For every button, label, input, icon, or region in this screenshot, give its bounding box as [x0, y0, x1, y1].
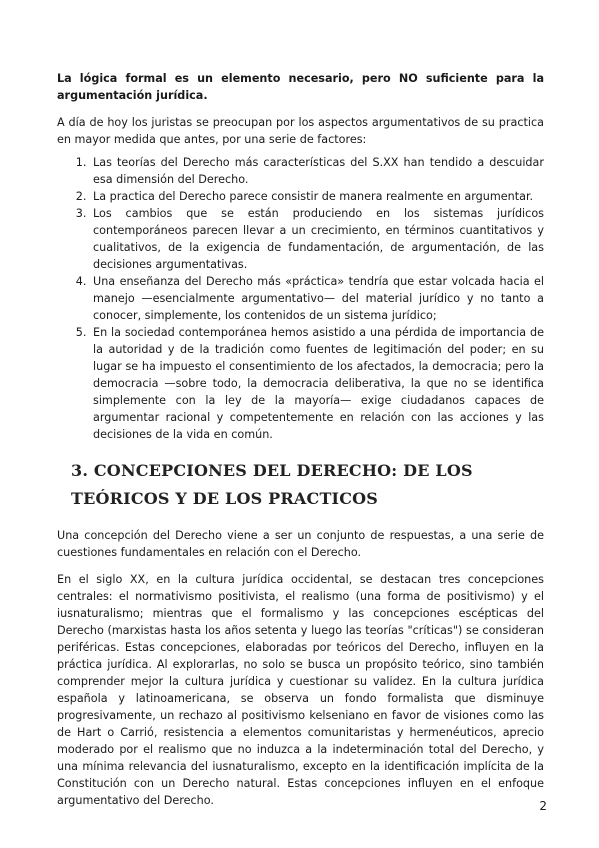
definition-paragraph: Una concepción del Derecho viene a ser un conjunto de respuestas, a una serie de cuestiones fundamentales en relación con el Derecho. [57, 529, 544, 559]
intro-paragraph: A día de hoy los juristas se preocupan por los aspectos argumentativos de su practica en mayor medida que antes, por una serie de factores: [57, 116, 544, 146]
page-number: 2 [539, 799, 547, 813]
list-item: 5. En la sociedad contemporánea hemos asistido a una pérdida de importancia de la autoridad y de la tradición como fuentes de legitimación del poder; en su lugar se ha impuesto el consentimiento de los afectados, la democracia; pero la democracia —sobre todo, la democracia deliberativa, la que no se identifica simplemente con la ley de la mayoría— exige ciudadanos capaces de argumentar racional y competentemente en relación con las acciones y las decisiones de la vida en común. [90, 324, 544, 443]
intro-bold-statement: La lógica formal es un elemento necesario, pero NO suficiente para la argumentación jurídica. [57, 72, 544, 102]
body-paragraph: En el siglo XX, en la cultura jurídica occidental, se destacan tres concepciones centrales: el normativismo positivista, el realismo (una forma de positivismo) y el iusnaturalismo; mientras que el formalismo y las concepciones escépticas del Derecho (marxistas hasta los años setenta y luego las teorías "críticas") se consideran periféricas. Estas concepciones, elaboradas por teóricos del Derecho, influyen en la práctica jurídica. Al explorarlas, no solo se busca un propósito teórico, sino también comprender mejor la cultura jurídica y cuestionar su validez. En la cultura jurídica española y latinoamericana, se observa un fondo formalista que disminuye progresivamente, un rechazo al positivismo kelseniano en favor de visiones como las de Hart o Carrió, resistencia a elementos comunitaristas y hermenéuticos, aprecio moderado por el realismo que no induzca a la indeterminación total del Derecho, y una mínima relevancia del iusnaturalismo, excepto en la identificación implícita de la Constitución con un Derecho natural. Estas concepciones influyen en el enfoque argumentativo del Derecho. [57, 573, 544, 807]
section-heading: 3. CONCEPCIONES DEL DERECHO: DE LOS TEÓRICOS Y DE LOS PRACTICOS [71, 461, 473, 508]
list-item: 3. Los cambios que se están produciendo en los sistemas jurídicos contemporáneos parecen llevar a un crecimiento, en términos cuantitativos y cualitativos, de la exigencia de fundamentación, de argumentación, de las decisiones argumentativas. [90, 205, 544, 273]
document-page [57, 70, 544, 809]
list-item: 4. Una enseñanza del Derecho más «práctica» tendría que estar volcada hacia el manejo —esencialmente argumentativo— del material jurídico y no tanto a conocer, simplemente, los contenidos de un sistema jurídico; [90, 273, 544, 324]
factors-list [57, 154, 544, 443]
list-item: 2. La practica del Derecho parece consistir de manera realmente en argumentar. [90, 188, 544, 205]
list-item: 1. Las teorías del Derecho más características del S.XX han tendido a descuidar esa dimensión del Derecho. [90, 154, 544, 188]
